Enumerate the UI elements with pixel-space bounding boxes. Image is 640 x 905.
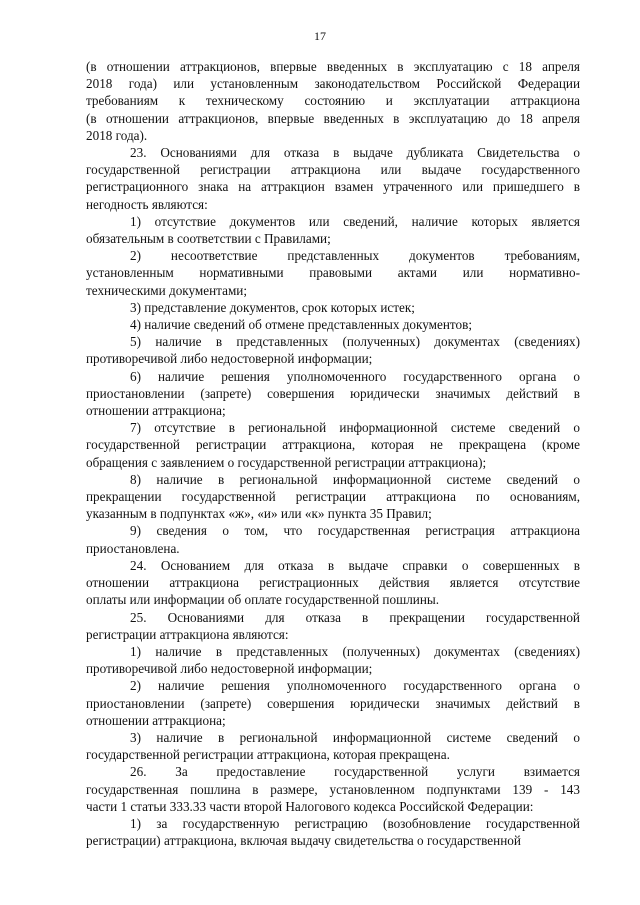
paragraph [86,471,580,523]
paragraph-line: отношении аттракциона регистрационных действия является отсутствие [86,575,580,591]
paragraph [86,609,580,643]
paragraph-line: (в отношении аттракционов, впервые введенных в эксплуатацию с 18 апреля [86,59,580,74]
paragraph-line: 5) наличие в представленных (полученных) документах (сведениях) [130,334,580,350]
paragraph-line: государственной регистрации аттракциона, которая прекращена. [86,747,450,763]
paragraph-line: 25. Основаниями для отказа в прекращении государственной [130,609,580,625]
paragraph [86,368,580,420]
paragraph-line: 26. За предоставление государственной услуги взимается [130,764,580,780]
paragraph-line: требованиям к техническому состоянию и эксплуатации аттракциона [86,93,580,109]
paragraph-line: 8) наличие в региональной информационной системе сведений о [130,471,580,487]
paragraph [86,643,580,677]
paragraph [86,333,580,367]
paragraph-line: приостановлена. [86,540,180,556]
paragraph [86,213,580,247]
paragraph-line: 3) наличие в региональной информационной системе сведений о [130,729,580,745]
paragraph-line: оплаты или информации об оплате государственной пошлины. [86,592,440,608]
paragraph-line: техническими документами; [86,282,248,298]
paragraph [86,763,580,815]
paragraph-line: 24. Основанием для отказа в выдаче справки о совершенных в [130,557,580,573]
paragraph-line: приостановлении (запрете) совершения юридически значимых действий в [86,695,580,711]
paragraph [86,729,580,763]
paragraph-line: регистрации) аттракциона, включая выдачу свидетельства о государственной [86,833,521,849]
paragraph-line: 23. Основаниями для отказа в выдаче дубликата Свидетельства о [130,145,580,161]
paragraph [86,522,580,556]
paragraph-line: 1) за государственную регистрацию (возобновление государственной [130,815,580,831]
paragraph-line: негодность являются: [86,196,208,212]
page-number: 17 [314,29,326,43]
paragraph-line: обязательным в соответствии с Правилами; [86,231,331,247]
paragraph-line: противоречивой либо недостоверной информации; [86,661,373,677]
paragraph-line: 9) сведения о том, что государственная регистрация аттракциона [130,523,580,539]
paragraph [86,144,580,213]
paragraph-line: государственная пошлина в размере, установленном подпунктами 139 - 143 [86,781,580,797]
paragraph-line: 2018 года) или установленным законодательством Российской Федерации [86,76,580,92]
paragraph-line: части 1 статьи 333.33 части второй Налогового кодекса Российской Федерации: [86,798,534,814]
paragraph-line: 4) наличие сведений об отмене представленных документов; [130,317,472,333]
paragraph-line: 2) несоответствие представленных документов требованиям, [130,248,580,264]
paragraph-line: отношении аттракциона; [86,712,226,728]
paragraph [86,677,580,729]
paragraph-line: 2) наличие решения уполномоченного государственного органа о [130,678,580,694]
paragraph-line: 2018 года). [86,127,148,143]
paragraph-line: регистрационного знака на аттракцион взамен утраченного или пришедшего в [86,179,580,195]
paragraph-line: приостановлении (запрете) совершения юридически значимых действий в [86,385,580,401]
document-body [86,58,580,849]
paragraph-line: 3) представление документов, срок которых истек; [130,299,415,315]
paragraph [86,419,580,471]
paragraph-line: (в отношении аттракционов, впервые введенных в эксплуатацию до 18 апреля [86,110,580,126]
paragraph-line: противоречивой либо недостоверной информации; [86,351,373,367]
paragraph-line: государственной регистрации аттракциона или выдаче государственного [86,162,580,178]
paragraph-line: 6) наличие решения уполномоченного государственного органа о [130,368,580,384]
paragraph [86,58,580,144]
paragraph [86,557,580,609]
paragraph-line: государственной регистрации аттракциона, которая не прекращена (кроме [86,437,580,453]
paragraph-line: 7) отсутствие в региональной информационной системе сведений о [130,420,580,436]
paragraph-line: 1) отсутствие документов или сведений, наличие которых является [130,213,580,229]
paragraph [86,316,580,333]
paragraph-line: обращения с заявлением о государственной регистрации аттракциона); [86,454,487,470]
paragraph [86,247,580,299]
paragraph-line: отношении аттракциона; [86,403,226,419]
paragraph-line: 1) наличие в представленных (полученных) документах (сведениях) [130,643,580,659]
paragraph [86,299,580,316]
paragraph-line: указанным в подпунктах «ж», «и» или «к» пункта 35 Правил; [86,506,432,522]
paragraph-line: регистрации аттракциона являются: [86,626,289,642]
paragraph-line: прекращении государственной регистрации аттракциона по основаниям, [86,489,580,505]
paragraph [86,815,580,849]
paragraph-line: установленным нормативными правовыми актами или нормативно- [86,265,580,281]
